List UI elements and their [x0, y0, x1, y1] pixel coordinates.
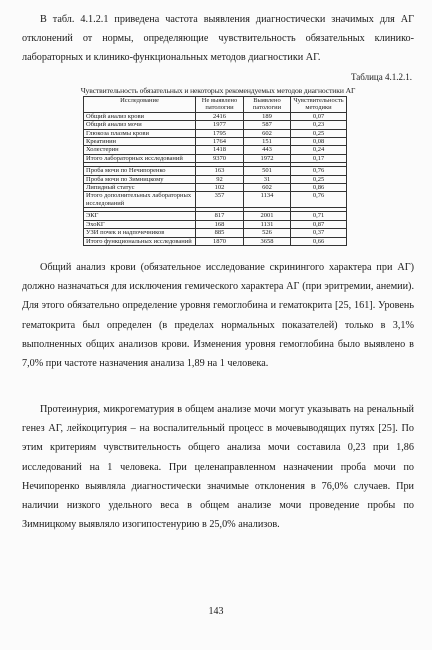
table-title: Чувствительность обязательных и некоторых рекомендуемых методов диагностики АГ: [80, 86, 356, 95]
intro-paragraph: В табл. 4.1.2.1 приведена частота выявления диагностически значимых для АГ отклонений от нормы, определяющие чувствительность обязательных клинико-лабораторных и клинико-функциональных методов диагностики АГ.: [22, 14, 414, 64]
table-row: [84, 220, 347, 228]
table-cell: 0,25: [291, 175, 347, 183]
table-cell: 1977: [196, 121, 244, 129]
table-row: [84, 146, 347, 154]
table-cell: 31: [244, 175, 291, 183]
table-row: [84, 212, 347, 220]
table-cell: 1764: [196, 138, 244, 146]
table-row: [84, 112, 347, 120]
paragraph-urine-test: Протеинурия, микрогематурия в общем анализе мочи могут указывать на ренальный генез АГ, лейкоцитурия – на воспалительный процесс в мочевыводящих путях [25]. По этим критериям чувствительность общего анализа мочи составила 0,23 при 1,86 исследований на 1 человека. При целенаправленном назначении проба мочи по Нечипоренко выявляла диагностически значимые отклонения в 76,0% случаев. При наличии низкого удельного веса в общем анализе мочи проведение пробы по Зимницкому выявляло изогипостенурию в 25,0% анализов.: [22, 404, 414, 531]
table-total-cell: 1972: [244, 154, 291, 162]
table-cell: Проба мочи по Нечипоренко: [84, 167, 196, 175]
table-row: [84, 121, 347, 129]
table-cell: ЭКГ: [84, 212, 196, 220]
table-cell: 0,08: [291, 138, 347, 146]
table-row: [84, 229, 347, 237]
table-cell: Холестерин: [84, 146, 196, 154]
table-total-cell: 0,66: [291, 237, 347, 245]
sensitivity-table: [83, 96, 347, 246]
table-cell: 189: [244, 112, 291, 120]
table-cell: УЗИ почек и надпочечников: [84, 229, 196, 237]
table-cell: 0,37: [291, 229, 347, 237]
table-cell: Липидный статус: [84, 184, 196, 192]
table-cell: 102: [196, 184, 244, 192]
table-cell: 602: [244, 129, 291, 137]
table-cell: 1418: [196, 146, 244, 154]
paragraph-blood-test: Общий анализ крови (обязательное исследование скринингого характера при АГ) должно назначаться для исключения гемического характера АГ (при эритремии, анемии). Для этого обязательно определение уровня гемоглобина и гематокрита [25, 161]. Уровень гематокрита был определен (в пределах нормальных показателей) только в 3,1% выполненных общих анализов крови. Изменения уровня гемоглобина было выявлено в 7,0% при частоте назначения анализа 1,89 на 1 человека.: [22, 262, 414, 370]
table-cell: 817: [196, 212, 244, 220]
table-total-cell: Итого лабораторных исследований: [84, 154, 196, 162]
table-cell: 2416: [196, 112, 244, 120]
table-row: [84, 129, 347, 137]
header-pathology: Выявлено патологии: [244, 97, 291, 113]
table-cell: 92: [196, 175, 244, 183]
table-row: [84, 167, 347, 175]
header-test: Исследование: [84, 97, 196, 113]
table-cell: 0,23: [291, 121, 347, 129]
table-total-cell: Итого функциональных исследований: [84, 237, 196, 245]
table-cell: 587: [244, 121, 291, 129]
table-total-cell: Итого дополнительных лабораторных исследований: [84, 192, 196, 208]
table-total-row: [84, 192, 347, 208]
table-cell: 0,07: [291, 112, 347, 120]
table-row: [84, 138, 347, 146]
page-number: 143: [208, 606, 224, 617]
table-total-cell: 357: [196, 192, 244, 208]
table-body: [84, 112, 347, 245]
table-cell: 885: [196, 229, 244, 237]
table-cell: Глюкоза плазмы крови: [84, 129, 196, 137]
table-cell: 443: [244, 146, 291, 154]
table-cell: 2001: [244, 212, 291, 220]
table-cell: 151: [244, 138, 291, 146]
table-cell: ЭхоКГ: [84, 220, 196, 228]
table-cell: 0,24: [291, 146, 347, 154]
table-total-cell: 1870: [196, 237, 244, 245]
table-cell: 0,71: [291, 212, 347, 220]
table-cell: Общий анализ мочи: [84, 121, 196, 129]
table-cell: 163: [196, 167, 244, 175]
table-cell: 0,86: [291, 184, 347, 192]
table-cell: 526: [244, 229, 291, 237]
table-row: [84, 175, 347, 183]
table-cell: 501: [244, 167, 291, 175]
table-number: Таблица 4.1.2.1.: [351, 72, 412, 82]
table-total-cell: 0,17: [291, 154, 347, 162]
table-cell: 0,87: [291, 220, 347, 228]
table-cell: 602: [244, 184, 291, 192]
table-cell: 0,76: [291, 167, 347, 175]
table-header-row: [84, 97, 347, 113]
table-cell: 1795: [196, 129, 244, 137]
table-total-cell: 9370: [196, 154, 244, 162]
header-sensitivity: Чувствительность методики: [291, 97, 347, 113]
table-cell: 1131: [244, 220, 291, 228]
table-cell: Креатинин: [84, 138, 196, 146]
table-row: [84, 184, 347, 192]
table-cell: 0,25: [291, 129, 347, 137]
table-total-cell: 1134: [244, 192, 291, 208]
table-total-cell: 3658: [244, 237, 291, 245]
table-total-row: [84, 154, 347, 162]
table-cell: Проба мочи по Зимницкому: [84, 175, 196, 183]
table-cell: 168: [196, 220, 244, 228]
header-no-pathology: Не выявлено патологии: [196, 97, 244, 113]
table-cell: Общий анализ крови: [84, 112, 196, 120]
table-total-cell: 0,76: [291, 192, 347, 208]
table-total-row: [84, 237, 347, 245]
